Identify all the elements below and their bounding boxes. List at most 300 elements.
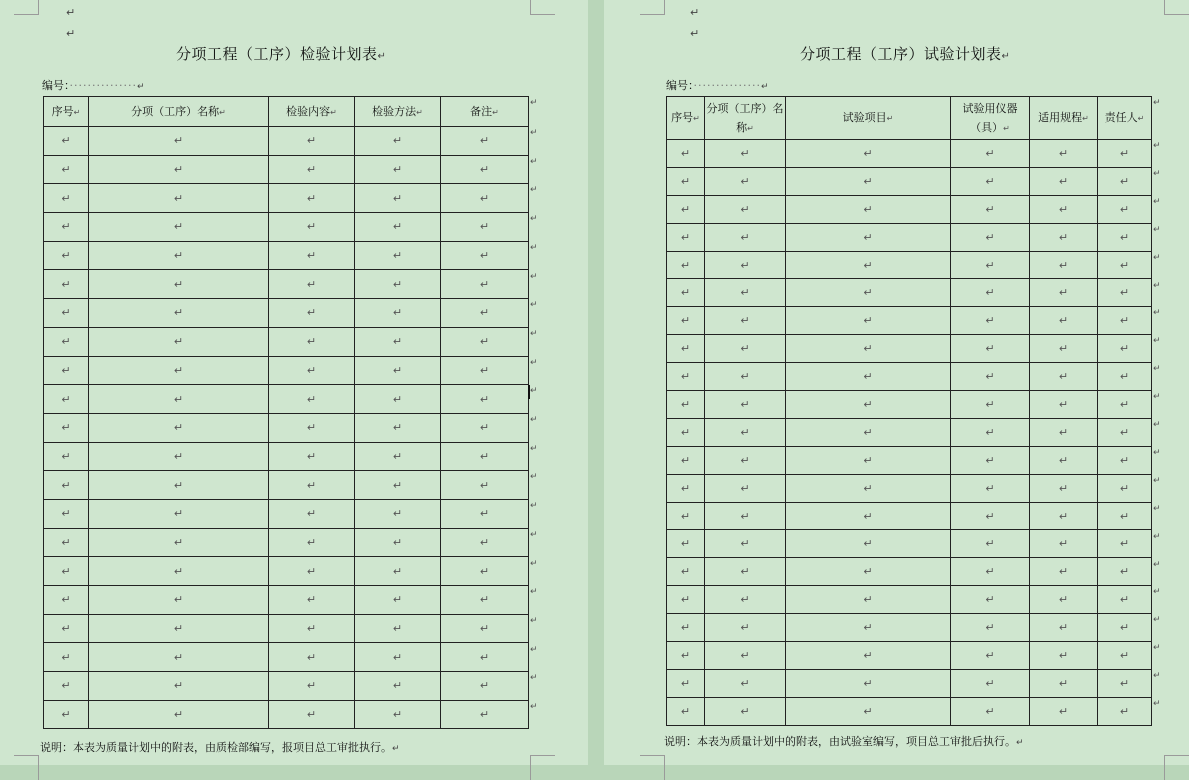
table-row (667, 391, 1152, 419)
column-header[interactable]: 分项（工序）名称↵ (705, 97, 786, 140)
table-cell[interactable]: ↵ (951, 530, 1030, 558)
table-cell[interactable]: ↵ (951, 614, 1030, 642)
table-cell[interactable]: ↵ (1030, 642, 1098, 670)
table-cell[interactable]: ↵ (269, 643, 355, 672)
page-corner-mark (14, 0, 39, 15)
table-cell[interactable]: ↵ (441, 499, 529, 528)
table-cell[interactable]: ↵ (44, 327, 89, 356)
table-cell[interactable]: ↵ (89, 327, 269, 356)
table-cell[interactable]: ↵ (705, 223, 786, 251)
table-cell[interactable]: ↵ (89, 127, 269, 156)
table-header-row (667, 97, 1152, 140)
table-cell[interactable]: ↵ (1030, 140, 1098, 168)
table-cell[interactable]: ↵ (786, 140, 951, 168)
table-cell[interactable]: ↵ (269, 241, 355, 270)
table-row (667, 642, 1152, 670)
table-cell[interactable]: ↵ (1030, 307, 1098, 335)
table-cell[interactable]: ↵ (951, 642, 1030, 670)
table-cell[interactable]: ↵ (355, 299, 441, 328)
row-end-mark: ↵ (530, 156, 538, 167)
table-cell[interactable]: ↵ (1030, 614, 1098, 642)
table-cell[interactable]: ↵ (951, 307, 1030, 335)
row-end-mark: ↵ (530, 558, 538, 569)
table-cell[interactable]: ↵ (786, 279, 951, 307)
column-header[interactable]: 检验内容↵ (269, 97, 355, 127)
row-end-mark: ↵ (1153, 531, 1161, 542)
table-cell[interactable]: ↵ (441, 442, 529, 471)
table-cell[interactable]: ↵ (269, 270, 355, 299)
table-cell[interactable]: ↵ (44, 385, 89, 414)
table-cell[interactable]: ↵ (951, 502, 1030, 530)
table-cell[interactable]: ↵ (1030, 474, 1098, 502)
table-cell[interactable]: ↵ (1030, 251, 1098, 279)
table-cell[interactable]: ↵ (786, 223, 951, 251)
table-cell[interactable]: ↵ (1098, 586, 1152, 614)
table-row (667, 195, 1152, 223)
table-cell[interactable]: ↵ (786, 558, 951, 586)
table-cell[interactable]: ↵ (705, 167, 786, 195)
table-cell[interactable]: ↵ (89, 528, 269, 557)
table-cell[interactable]: ↵ (1030, 167, 1098, 195)
table-row (667, 363, 1152, 391)
table-cell[interactable]: ↵ (44, 356, 89, 385)
table-cell[interactable]: ↵ (89, 471, 269, 500)
table-cell[interactable]: ↵ (1098, 530, 1152, 558)
table-cell[interactable]: ↵ (1030, 223, 1098, 251)
table-cell[interactable]: ↵ (705, 669, 786, 697)
table-cell[interactable]: ↵ (786, 251, 951, 279)
column-header[interactable]: 责任人↵ (1098, 97, 1152, 140)
row-end-mark: ↵ (530, 501, 538, 512)
table-cell[interactable]: ↵ (1098, 195, 1152, 223)
table-cell[interactable]: ↵ (951, 195, 1030, 223)
serial-number-line[interactable] (42, 77, 145, 93)
row-end-mark: ↵ (1153, 196, 1161, 207)
table-cell[interactable]: ↵ (705, 446, 786, 474)
table-cell[interactable]: ↵ (441, 557, 529, 586)
table-cell[interactable]: ↵ (667, 502, 705, 530)
table-cell[interactable]: ↵ (705, 251, 786, 279)
table-cell[interactable]: ↵ (705, 279, 786, 307)
paragraph-mark: ↵ (690, 6, 700, 19)
table-row (667, 279, 1152, 307)
table-cell[interactable]: ↵ (786, 307, 951, 335)
table-cell[interactable]: ↵ (667, 391, 705, 419)
table-cell[interactable]: ↵ (667, 279, 705, 307)
document-title[interactable]: 分项工程（工序）试验计划表↵ (800, 45, 1011, 63)
table-cell[interactable]: ↵ (667, 586, 705, 614)
table-cell[interactable]: ↵ (1098, 502, 1152, 530)
table-cell[interactable]: ↵ (1098, 167, 1152, 195)
table-cell[interactable]: ↵ (667, 642, 705, 670)
table-cell[interactable]: ↵ (269, 471, 355, 500)
table-cell[interactable]: ↵ (44, 471, 89, 500)
table-cell[interactable]: ↵ (1098, 279, 1152, 307)
table-cell[interactable]: ↵ (1098, 335, 1152, 363)
serial-number-placeholder: ··············· (69, 79, 137, 92)
table-cell[interactable]: ↵ (1030, 530, 1098, 558)
table-row (44, 614, 529, 643)
table-cell[interactable]: ↵ (1098, 474, 1152, 502)
table-cell[interactable]: ↵ (1098, 418, 1152, 446)
table-cell[interactable]: ↵ (1030, 391, 1098, 419)
table-cell[interactable]: ↵ (89, 299, 269, 328)
table-cell[interactable]: ↵ (44, 442, 89, 471)
table-cell[interactable]: ↵ (89, 184, 269, 213)
row-end-mark: ↵ (530, 443, 538, 454)
table-cell[interactable]: ↵ (786, 642, 951, 670)
paragraph-mark: ↵ (377, 51, 387, 62)
table-cell[interactable]: ↵ (705, 363, 786, 391)
table-cell[interactable]: ↵ (667, 446, 705, 474)
table-cell[interactable]: ↵ (951, 251, 1030, 279)
table-cell[interactable]: ↵ (269, 557, 355, 586)
table-cell[interactable]: ↵ (705, 307, 786, 335)
table-cell[interactable]: ↵ (269, 499, 355, 528)
table-cell[interactable]: ↵ (786, 614, 951, 642)
table-cell[interactable]: ↵ (667, 363, 705, 391)
table-cell[interactable]: ↵ (1030, 586, 1098, 614)
table-row (44, 327, 529, 356)
table-cell[interactable]: ↵ (705, 586, 786, 614)
serial-number-label: 编号： (42, 79, 70, 92)
table-cell[interactable]: ↵ (441, 270, 529, 299)
table-cell[interactable]: ↵ (355, 442, 441, 471)
table-cell[interactable]: ↵ (786, 697, 951, 725)
table-cell[interactable]: ↵ (44, 413, 89, 442)
table-cell[interactable]: ↵ (1098, 558, 1152, 586)
row-end-mark: ↵ (530, 386, 538, 397)
table-cell[interactable]: ↵ (441, 299, 529, 328)
table-cell[interactable]: ↵ (441, 213, 529, 242)
table-cell[interactable]: ↵ (441, 241, 529, 270)
table-cell[interactable]: ↵ (951, 697, 1030, 725)
table-cell[interactable]: ↵ (1098, 223, 1152, 251)
table-note[interactable]: 说明：本表为质量计划中的附表，由质检部编写，报项目总工审批执行。↵ (40, 741, 400, 754)
table-cell[interactable]: ↵ (667, 223, 705, 251)
table-cell[interactable]: ↵ (786, 167, 951, 195)
column-header[interactable]: 检验方法↵ (355, 97, 441, 127)
table-cell[interactable]: ↵ (44, 213, 89, 242)
table-cell[interactable]: ↵ (667, 251, 705, 279)
row-end-mark: ↵ (1153, 252, 1161, 263)
table-cell[interactable]: ↵ (1030, 558, 1098, 586)
table-cell[interactable]: ↵ (269, 413, 355, 442)
table-row (44, 700, 529, 729)
table-cell[interactable]: ↵ (44, 270, 89, 299)
table-cell[interactable]: ↵ (355, 413, 441, 442)
table-cell[interactable]: ↵ (786, 418, 951, 446)
table-cell[interactable]: ↵ (441, 471, 529, 500)
table-cell[interactable]: ↵ (355, 270, 441, 299)
table-cell[interactable]: ↵ (951, 391, 1030, 419)
table-cell[interactable]: ↵ (44, 672, 89, 701)
table-cell[interactable]: ↵ (667, 140, 705, 168)
table-cell[interactable]: ↵ (355, 672, 441, 701)
table-cell[interactable]: ↵ (355, 213, 441, 242)
table-cell[interactable]: ↵ (89, 442, 269, 471)
serial-number-placeholder: ··············· (693, 79, 761, 92)
table-cell[interactable]: ↵ (44, 499, 89, 528)
column-header[interactable]: 序号↵ (44, 97, 89, 127)
inspection-plan-table[interactable] (43, 96, 529, 729)
table-cell[interactable]: ↵ (667, 418, 705, 446)
table-cell[interactable]: ↵ (269, 528, 355, 557)
table-row (44, 442, 529, 471)
table-cell[interactable]: ↵ (355, 356, 441, 385)
table-cell[interactable]: ↵ (667, 614, 705, 642)
table-cell[interactable]: ↵ (355, 557, 441, 586)
table-cell[interactable]: ↵ (951, 418, 1030, 446)
table-cell[interactable]: ↵ (786, 335, 951, 363)
row-end-mark: ↵ (1153, 475, 1161, 486)
table-cell[interactable]: ↵ (89, 499, 269, 528)
table-cell[interactable]: ↵ (269, 672, 355, 701)
column-header[interactable]: 序号↵ (667, 97, 705, 140)
column-header[interactable]: 试验项目↵ (786, 97, 951, 140)
table-cell[interactable]: ↵ (441, 385, 529, 414)
table-cell[interactable]: ↵ (951, 669, 1030, 697)
table-cell[interactable]: ↵ (786, 530, 951, 558)
table-cell[interactable]: ↵ (786, 363, 951, 391)
table-note[interactable]: 说明：本表为质量计划中的附表，由试验室编写，项目总工审批后执行。↵ (664, 735, 1024, 748)
column-header[interactable]: 分项（工序）名称↵ (89, 97, 269, 127)
table-cell[interactable]: ↵ (355, 385, 441, 414)
table-cell[interactable]: ↵ (1098, 669, 1152, 697)
table-cell[interactable]: ↵ (1030, 335, 1098, 363)
table-cell[interactable]: ↵ (269, 155, 355, 184)
table-cell[interactable]: ↵ (269, 356, 355, 385)
table-cell[interactable]: ↵ (441, 700, 529, 729)
table-cell[interactable]: ↵ (89, 270, 269, 299)
page-corner-mark (640, 0, 665, 15)
table-cell[interactable]: ↵ (667, 669, 705, 697)
table-cell[interactable]: ↵ (355, 471, 441, 500)
table-cell[interactable]: ↵ (89, 672, 269, 701)
table-cell[interactable]: ↵ (355, 528, 441, 557)
table-cell[interactable]: ↵ (667, 530, 705, 558)
table-cell[interactable]: ↵ (951, 363, 1030, 391)
table-cell[interactable]: ↵ (355, 241, 441, 270)
table-cell[interactable]: ↵ (89, 413, 269, 442)
table-cell[interactable]: ↵ (1098, 642, 1152, 670)
table-cell[interactable]: ↵ (705, 558, 786, 586)
table-cell[interactable]: ↵ (951, 140, 1030, 168)
column-header[interactable]: 试验用仪器（具）↵ (951, 97, 1030, 140)
table-cell[interactable]: ↵ (667, 335, 705, 363)
row-end-mark: ↵ (530, 472, 538, 483)
table-cell[interactable]: ↵ (44, 557, 89, 586)
table-cell[interactable]: ↵ (1030, 502, 1098, 530)
table-cell[interactable]: ↵ (355, 700, 441, 729)
table-cell[interactable]: ↵ (89, 213, 269, 242)
paragraph-mark: ↵ (690, 27, 700, 40)
row-end-mark: ↵ (1153, 336, 1161, 347)
table-cell[interactable]: ↵ (1030, 418, 1098, 446)
table-cell[interactable]: ↵ (44, 184, 89, 213)
row-end-mark: ↵ (1153, 587, 1161, 598)
test-plan-table[interactable] (666, 96, 1152, 726)
table-cell[interactable]: ↵ (786, 446, 951, 474)
table-cell[interactable]: ↵ (441, 127, 529, 156)
table-cell[interactable]: ↵ (786, 474, 951, 502)
table-row (44, 557, 529, 586)
row-end-mark: ↵ (1153, 98, 1161, 108)
table-cell[interactable]: ↵ (89, 385, 269, 414)
table-row (44, 127, 529, 156)
table-cell[interactable]: ↵ (269, 586, 355, 615)
table-cell[interactable]: ↵ (89, 700, 269, 729)
table-cell[interactable]: ↵ (705, 530, 786, 558)
table-row (667, 669, 1152, 697)
table-cell[interactable]: ↵ (705, 642, 786, 670)
page-corner-mark (1164, 0, 1189, 15)
table-cell[interactable]: ↵ (269, 213, 355, 242)
table-cell[interactable]: ↵ (667, 167, 705, 195)
table-cell[interactable]: ↵ (705, 474, 786, 502)
table-cell[interactable]: ↵ (269, 327, 355, 356)
table-cell[interactable]: ↵ (951, 335, 1030, 363)
table-cell[interactable]: ↵ (44, 299, 89, 328)
table-cell[interactable]: ↵ (705, 391, 786, 419)
table-cell[interactable]: ↵ (1098, 391, 1152, 419)
table-cell[interactable]: ↵ (269, 700, 355, 729)
table-cell[interactable]: ↵ (1098, 446, 1152, 474)
table-cell[interactable]: ↵ (441, 327, 529, 356)
table-cell[interactable]: ↵ (269, 299, 355, 328)
table-cell[interactable]: ↵ (951, 558, 1030, 586)
table-cell[interactable]: ↵ (269, 614, 355, 643)
table-cell[interactable]: ↵ (705, 697, 786, 725)
table-cell[interactable]: ↵ (1098, 363, 1152, 391)
table-cell[interactable]: ↵ (355, 155, 441, 184)
table-cell[interactable]: ↵ (1098, 697, 1152, 725)
paragraph-mark: ↵ (1016, 738, 1024, 748)
document-title[interactable]: 分项工程（工序）检验计划表↵ (176, 45, 387, 63)
table-cell[interactable]: ↵ (1098, 251, 1152, 279)
table-cell[interactable]: ↵ (705, 195, 786, 223)
table-cell[interactable]: ↵ (355, 184, 441, 213)
table-cell[interactable]: ↵ (1030, 279, 1098, 307)
table-cell[interactable]: ↵ (1030, 697, 1098, 725)
table-cell[interactable]: ↵ (951, 223, 1030, 251)
table-cell[interactable]: ↵ (269, 184, 355, 213)
table-row (44, 299, 529, 328)
table-cell[interactable]: ↵ (89, 241, 269, 270)
row-end-mark: ↵ (530, 328, 538, 339)
table-cell[interactable]: ↵ (44, 614, 89, 643)
table-cell[interactable]: ↵ (355, 499, 441, 528)
table-cell[interactable]: ↵ (951, 279, 1030, 307)
table-cell[interactable]: ↵ (89, 643, 269, 672)
table-cell[interactable]: ↵ (269, 127, 355, 156)
table-cell[interactable]: ↵ (667, 697, 705, 725)
column-header[interactable]: 备注↵ (441, 97, 529, 127)
table-row (667, 251, 1152, 279)
table-cell[interactable]: ↵ (89, 155, 269, 184)
row-end-mark: ↵ (530, 300, 538, 311)
table-cell[interactable]: ↵ (1098, 614, 1152, 642)
table-cell[interactable]: ↵ (89, 557, 269, 586)
table-cell[interactable]: ↵ (951, 167, 1030, 195)
row-end-mark: ↵ (1153, 699, 1161, 709)
table-cell[interactable]: ↵ (705, 502, 786, 530)
table-cell[interactable]: ↵ (441, 356, 529, 385)
table-cell[interactable]: ↵ (355, 614, 441, 643)
table-cell[interactable]: ↵ (667, 474, 705, 502)
table-cell[interactable]: ↵ (786, 669, 951, 697)
row-end-mark: ↵ (1153, 141, 1161, 151)
table-cell[interactable]: ↵ (951, 586, 1030, 614)
table-cell[interactable]: ↵ (667, 558, 705, 586)
table-cell[interactable]: ↵ (269, 442, 355, 471)
table-cell[interactable]: ↵ (44, 155, 89, 184)
row-end-mark: ↵ (530, 644, 538, 655)
table-cell[interactable]: ↵ (667, 195, 705, 223)
table-cell[interactable]: ↵ (44, 528, 89, 557)
table-cell[interactable]: ↵ (269, 385, 355, 414)
page-corner-mark (640, 755, 665, 780)
table-cell[interactable]: ↵ (89, 586, 269, 615)
table-cell[interactable]: ↵ (951, 474, 1030, 502)
table-row (667, 558, 1152, 586)
table-cell[interactable]: ↵ (1098, 140, 1152, 168)
table-cell[interactable]: ↵ (1030, 363, 1098, 391)
row-end-mark: ↵ (530, 673, 538, 684)
table-cell[interactable]: ↵ (786, 195, 951, 223)
table-cell[interactable]: ↵ (44, 127, 89, 156)
table-cell[interactable]: ↵ (441, 672, 529, 701)
table-cell[interactable]: ↵ (441, 586, 529, 615)
table-cell[interactable]: ↵ (705, 614, 786, 642)
table-cell[interactable]: ↵ (705, 140, 786, 168)
table-cell[interactable]: ↵ (441, 184, 529, 213)
table-cell[interactable]: ↵ (441, 528, 529, 557)
table-cell[interactable]: ↵ (355, 586, 441, 615)
table-cell[interactable]: ↵ (1030, 195, 1098, 223)
paragraph-mark: ↵ (136, 82, 145, 92)
table-cell[interactable]: ↵ (441, 155, 529, 184)
table-cell[interactable]: ↵ (441, 614, 529, 643)
table-cell[interactable]: ↵ (44, 241, 89, 270)
row-end-mark: ↵ (530, 615, 538, 626)
table-cell[interactable]: ↵ (786, 586, 951, 614)
row-end-mark: ↵ (1153, 392, 1161, 403)
serial-number-line[interactable] (666, 77, 769, 93)
table-cell[interactable]: ↵ (355, 643, 441, 672)
table-cell[interactable]: ↵ (1098, 307, 1152, 335)
table-cell[interactable]: ↵ (705, 418, 786, 446)
table-cell[interactable]: ↵ (44, 700, 89, 729)
table-cell[interactable]: ↵ (1030, 446, 1098, 474)
table-cell[interactable]: ↵ (786, 391, 951, 419)
table-cell[interactable]: ↵ (951, 446, 1030, 474)
table-cell[interactable]: ↵ (44, 586, 89, 615)
table-cell[interactable]: ↵ (667, 307, 705, 335)
table-cell[interactable]: ↵ (441, 643, 529, 672)
table-cell[interactable]: ↵ (705, 335, 786, 363)
table-cell[interactable]: ↵ (89, 614, 269, 643)
table-cell[interactable]: ↵ (89, 356, 269, 385)
table-cell[interactable]: ↵ (441, 413, 529, 442)
table-cell[interactable]: ↵ (1030, 669, 1098, 697)
table-cell[interactable]: ↵ (44, 643, 89, 672)
column-header[interactable]: 适用规程↵ (1030, 97, 1098, 140)
table-cell[interactable]: ↵ (355, 327, 441, 356)
row-end-mark: ↵ (1153, 280, 1161, 291)
table-cell[interactable]: ↵ (786, 502, 951, 530)
table-cell[interactable]: ↵ (355, 127, 441, 156)
